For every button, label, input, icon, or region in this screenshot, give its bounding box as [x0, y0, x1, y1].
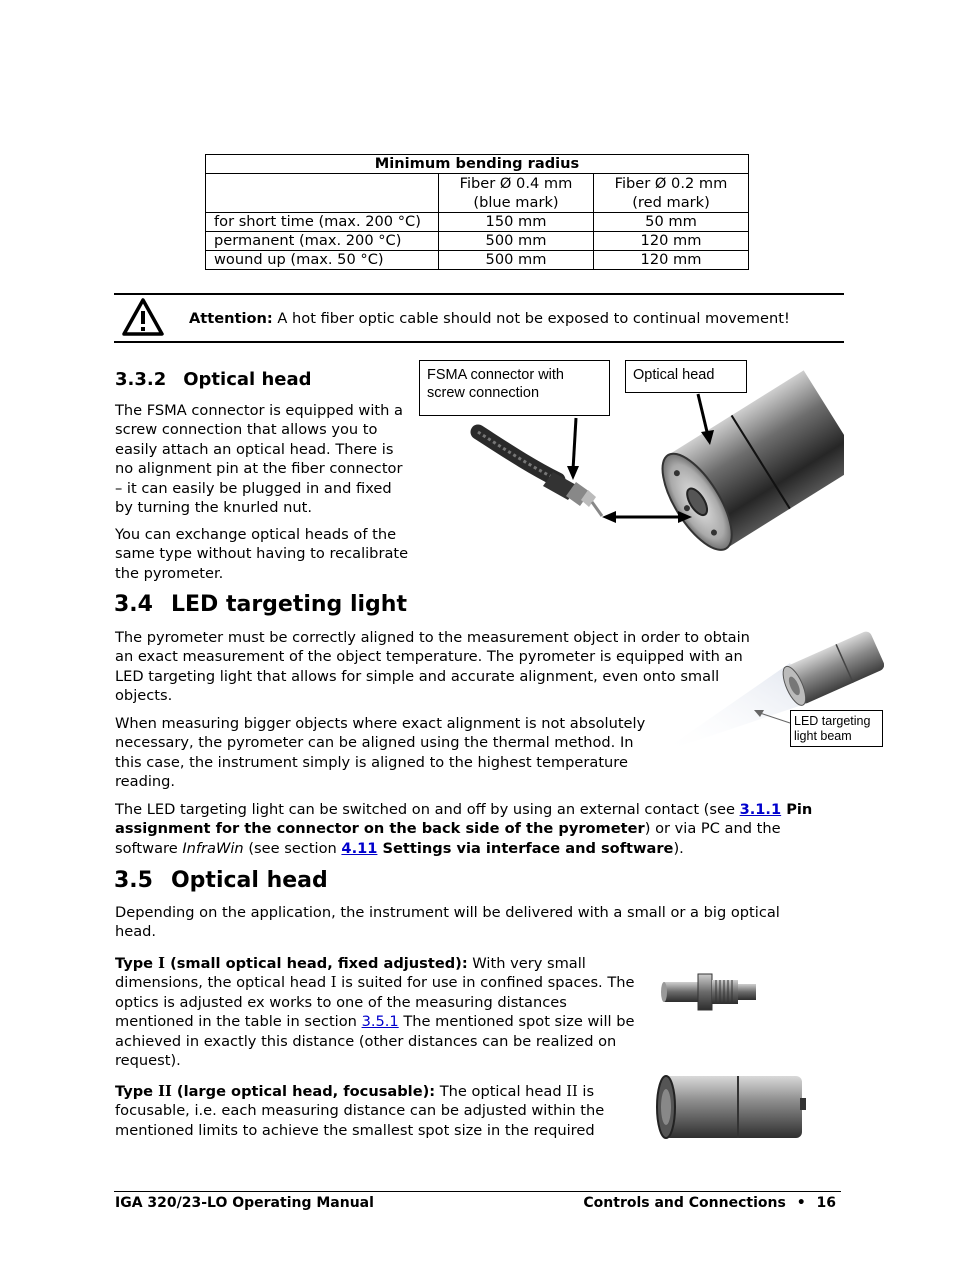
section-title: Optical head [170, 868, 328, 893]
attention-box [114, 293, 844, 343]
table-cell: 120 mm [594, 232, 749, 251]
large-optical-head-image [654, 1068, 810, 1146]
text-run-bold: Type [115, 1083, 159, 1100]
table-row [206, 213, 749, 232]
text-run: (see section [243, 839, 342, 857]
header-fiber-02-size: Fiber Ø 0.2 mm [614, 175, 728, 192]
footer-section-name: Controls and Connections [583, 1195, 786, 1211]
roman-numeral: II [566, 1083, 578, 1100]
link-section-3-5-1[interactable]: 3.5.1 [361, 1013, 399, 1031]
text-run-bold: (large optical head, focusable): [171, 1083, 436, 1100]
header-fiber-02-mark: (red mark) [632, 194, 710, 211]
section-3-3-2-paragraph-2: You can exchange optical heads of the same type without having to recalibrate the pyrometer. [115, 526, 409, 582]
type-i-description [115, 954, 645, 1070]
section-number: 3.3.2 [115, 369, 167, 390]
attention-label: Attention: [189, 310, 273, 327]
section-title: Optical head [183, 369, 312, 390]
callout-optical-head: Optical head [625, 360, 747, 393]
header-fiber-04-mark: (blue mark) [473, 194, 559, 211]
bending-radius-table [205, 154, 749, 270]
callout-fsma-connector: FSMA connector with screw connection [419, 360, 610, 416]
table-title: Minimum bending radius [206, 155, 749, 174]
text-run-bold: (small optical head, fixed adjusted): [165, 955, 468, 972]
text-run: The optical head [435, 1083, 567, 1100]
roman-numeral: I [330, 974, 337, 992]
text-run: With very small dimensions, the optical head [115, 955, 586, 992]
section-3-5-heading [114, 868, 328, 893]
text-run-bold: Type [115, 955, 159, 972]
section-3-4-paragraph-3 [115, 800, 835, 858]
text-run: ) or via PC and the software [115, 820, 781, 857]
text-run: ). [673, 839, 684, 857]
small-optical-head-image [660, 968, 760, 1014]
table-header-fiber-02 [594, 174, 749, 213]
warning-triangle-icon [122, 298, 164, 336]
section-title: LED targeting light [170, 592, 407, 617]
table-row-label: permanent (max. 200 °C) [206, 232, 439, 251]
section-number: 3.4 [114, 592, 153, 617]
table-cell: 500 mm [439, 251, 594, 270]
section-number: 3.5 [114, 868, 153, 893]
table-cell: 500 mm [439, 232, 594, 251]
table-row [206, 251, 749, 270]
table-title-row [206, 155, 749, 174]
roman-numeral: I [158, 955, 165, 972]
software-name: InfraWin [182, 839, 244, 857]
text-run-bold: Pin assignment for the connector on the back side of the pyrometer [115, 801, 813, 838]
attention-message: A hot fiber optic cable should not be exposed to continual movement! [272, 310, 790, 327]
callout-led-beam: LED targeting light beam [790, 710, 883, 747]
table-row-label: wound up (max. 50 °C) [206, 251, 439, 270]
section-3-5-paragraph-1: Depending on the application, the instrument will be delivered with a small or a big optical head. [115, 904, 780, 941]
table-cell: 50 mm [594, 213, 749, 232]
footer-right [583, 1195, 836, 1211]
footer-rule [114, 1191, 841, 1192]
text-run-bold: Settings via interface and software [377, 839, 674, 857]
roman-numeral: II [158, 1083, 172, 1100]
table-header-row [206, 174, 749, 213]
footer-bullet: • [796, 1195, 806, 1211]
link-section-4-11[interactable]: 4.11 [341, 839, 378, 857]
section-3-3-2-paragraph-1: The FSMA connector is equipped with a screw connection that allows you to easily attach an optical head. There is no alignment pin at the fiber connector – it can easily be plugged in and fixed by turning the knurled nut. [115, 402, 403, 517]
page-number: 16 [816, 1195, 836, 1211]
table-header-empty [206, 174, 439, 213]
table-row [206, 232, 749, 251]
section-3-4-paragraph-1: The pyrometer must be correctly aligned to the measurement object in order to obtain an exact measurement of the object temperature. The pyrometer is equipped with an LED targeting light that allows for simple and accurate alignment, even onto small objects. [115, 629, 750, 705]
type-ii-description [115, 1082, 620, 1140]
text-run: is focusable, i.e. each measuring distance can be adjusted within the mentioned limits to achieve the smallest spot size in the required [115, 1083, 605, 1139]
link-section-3-1-1[interactable]: 3.1.1 [739, 801, 782, 818]
text-run: is suited for use in confined spaces. The optics is adjusted ex works to one of the measuring distances mentioned in the table in section [115, 974, 635, 1031]
table-header-fiber-04 [439, 174, 594, 213]
section-3-3-2-heading [115, 369, 312, 390]
header-fiber-04-size: Fiber Ø 0.4 mm [459, 175, 573, 192]
table-cell: 120 mm [594, 251, 749, 270]
footer-left: IGA 320/23-LO Operating Manual [115, 1195, 374, 1211]
text-run: The mentioned spot size will be achieved in exactly this distance (other distances can be realized on request). [115, 1013, 635, 1070]
table-row-label: for short time (max. 200 °C) [206, 213, 439, 232]
section-3-4-paragraph-2: When measuring bigger objects where exact alignment is not absolutely necessary, the pyrometer can be aligned using the thermal method. In this case, the instrument simply is aligned to the highest temperature reading. [115, 715, 646, 791]
attention-text [189, 309, 790, 328]
section-3-4-heading [114, 592, 407, 617]
text-run: The LED targeting light can be switched on and off by using an external contact (see [115, 801, 740, 818]
table-cell: 150 mm [439, 213, 594, 232]
